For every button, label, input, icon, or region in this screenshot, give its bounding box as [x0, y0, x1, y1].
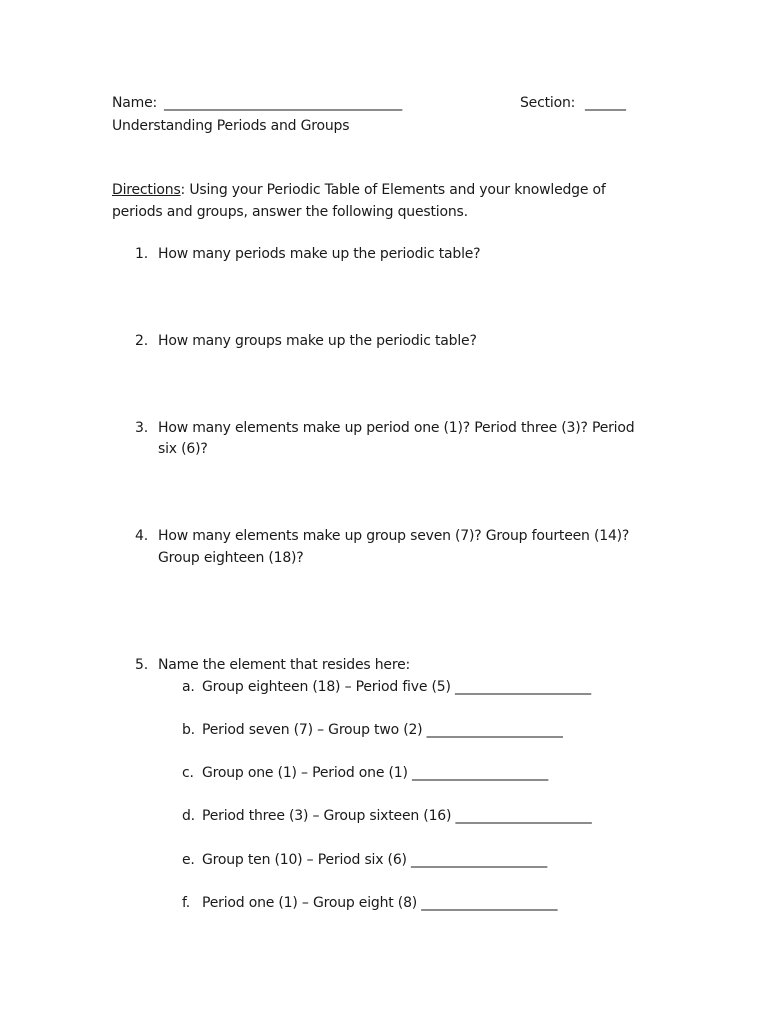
question-4-text-line-2: Group eighteen (18)?: [158, 550, 304, 566]
directions-line-2: periods and groups, answer the following questions.: [112, 204, 468, 220]
directions-line-1: [112, 182, 606, 198]
question-3-text-line-1: How many elements make up period one (1)? Period three (3)? Period: [158, 420, 635, 436]
section-blank[interactable]: ______: [585, 95, 626, 111]
question-number: 2.: [135, 333, 148, 349]
question-number: 4.: [135, 528, 148, 544]
question-number: 3.: [135, 420, 148, 436]
question-2-text: How many groups make up the periodic table?: [158, 333, 477, 349]
section-label: Section:: [520, 95, 576, 111]
subitem-letter: e.: [182, 852, 195, 868]
subitem-letter: c.: [182, 765, 194, 781]
subitem-c-text: Group one (1) – Period one (1) ____________________: [202, 765, 548, 781]
name-label: Name:: [112, 95, 158, 111]
question-number: 5.: [135, 657, 148, 673]
directions-label: Directions: [112, 182, 181, 198]
subitem-letter: b.: [182, 722, 195, 738]
subitem-letter: d.: [182, 808, 195, 824]
subitem-e-text: Group ten (10) – Period six (6) ____________________: [202, 852, 548, 868]
question-4-text-line-1: How many elements make up group seven (7)? Group fourteen (14)?: [158, 528, 630, 544]
subitem-d-text: Period three (3) – Group sixteen (16) ____________________: [202, 808, 592, 824]
subitem-f-text: Period one (1) – Group eight (8) ____________________: [202, 895, 558, 911]
subitem-a-text: Group eighteen (18) – Period five (5) ____________________: [202, 679, 591, 695]
name-blank[interactable]: ___________________________________: [164, 95, 403, 111]
question-1-text: How many periods make up the periodic table?: [158, 246, 481, 262]
directions-text-1: : Using your Periodic Table of Elements and your knowledge of: [180, 182, 606, 198]
question-number: 1.: [135, 246, 148, 262]
worksheet-title: Understanding Periods and Groups: [112, 118, 350, 134]
question-5-text: Name the element that resides here:: [158, 657, 410, 673]
question-3-text-line-2: six (6)?: [158, 441, 208, 457]
subitem-b-text: Period seven (7) – Group two (2) ____________________: [202, 722, 563, 738]
subitem-letter: f.: [182, 895, 190, 911]
subitem-letter: a.: [182, 679, 195, 695]
